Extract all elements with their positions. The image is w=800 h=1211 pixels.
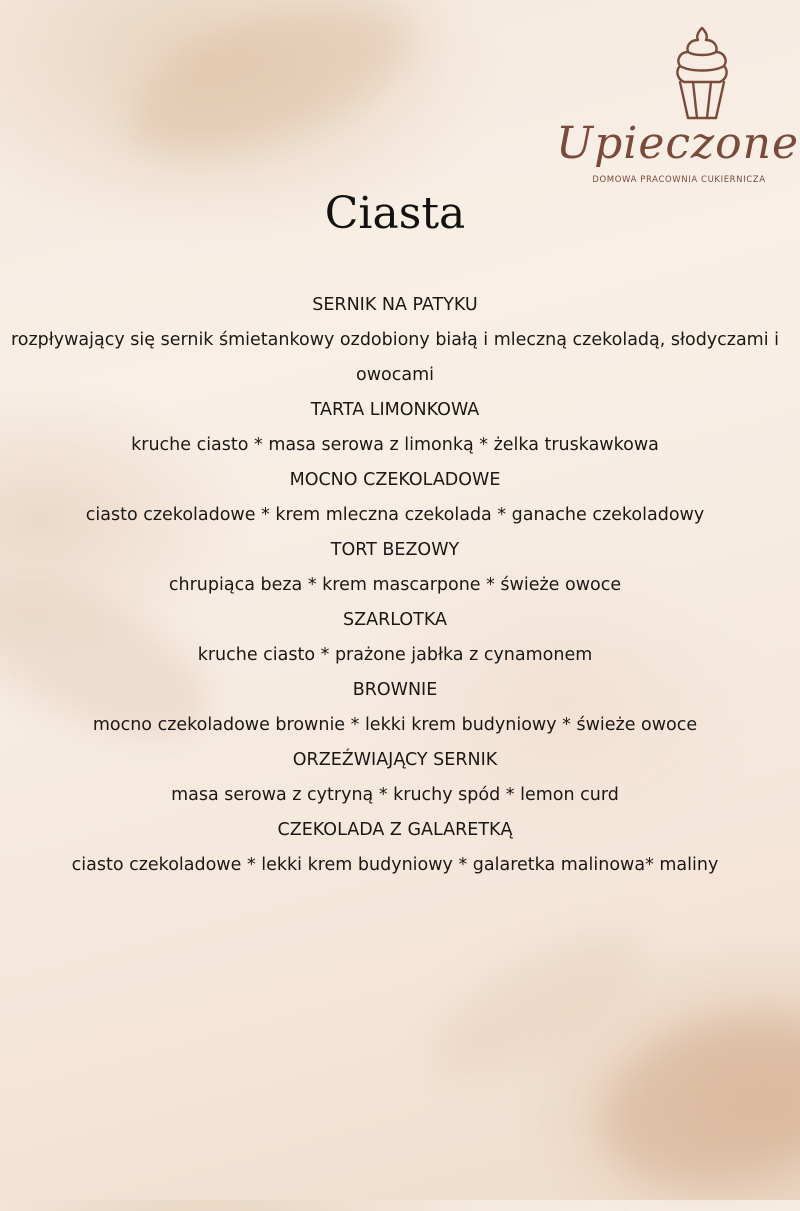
background-streak [414, 906, 667, 1104]
menu-item-description: rozpływający się sernik śmietankowy ozdobiony białą i mleczną czekoladą, słodyczami i owocami [10, 330, 780, 385]
menu-item-description: ciasto czekoladowe * lekki krem budyniowy * galaretka malinowa* maliny [71, 855, 719, 875]
menu-item-description: kruche ciasto * prażone jabłka z cynamonem [197, 645, 593, 665]
background-streak [584, 989, 800, 1211]
menu-item-description: mocno czekoladowe brownie * lekki krem budyniowy * świeże owoce [92, 715, 698, 735]
menu-item-name: CZEKOLADA Z GALARETKĄ [277, 820, 513, 840]
menu-item-name: MOCNO CZEKOLADOWE [289, 470, 501, 490]
page-title: Ciasta [324, 188, 466, 239]
cupcake-icon [662, 22, 742, 122]
brand-tagline: DOMOWA PRACOWNIA CUKIERNICZA [592, 175, 766, 185]
menu-list [10, 288, 780, 883]
menu-item-description: kruche ciasto * masa serowa z limonką * żelka truskawkowa [131, 435, 659, 455]
brand-logo [552, 22, 800, 185]
background-streak [109, 0, 432, 188]
menu-item-name: ORZEŹWIAJĄCY SERNIK [292, 750, 498, 770]
menu-item-name: TORT BEZOWY [330, 540, 460, 560]
menu-item-name: TARTA LIMONKOWA [310, 400, 480, 420]
brand-name: Upieczone [556, 118, 800, 169]
menu-item-description: masa serowa z cytryną * kruchy spód * lemon curd [171, 785, 619, 805]
menu-item-description: chrupiąca beza * krem mascarpone * świeże owoce [168, 575, 622, 595]
menu-item-description: ciasto czekoladowe * krem mleczna czekolada * ganache czekoladowy [85, 505, 705, 525]
menu-item-name: SZARLOTKA [343, 610, 447, 630]
menu-item-name: BROWNIE [352, 680, 438, 700]
menu-item-name: SERNIK NA PATYKU [312, 295, 478, 315]
